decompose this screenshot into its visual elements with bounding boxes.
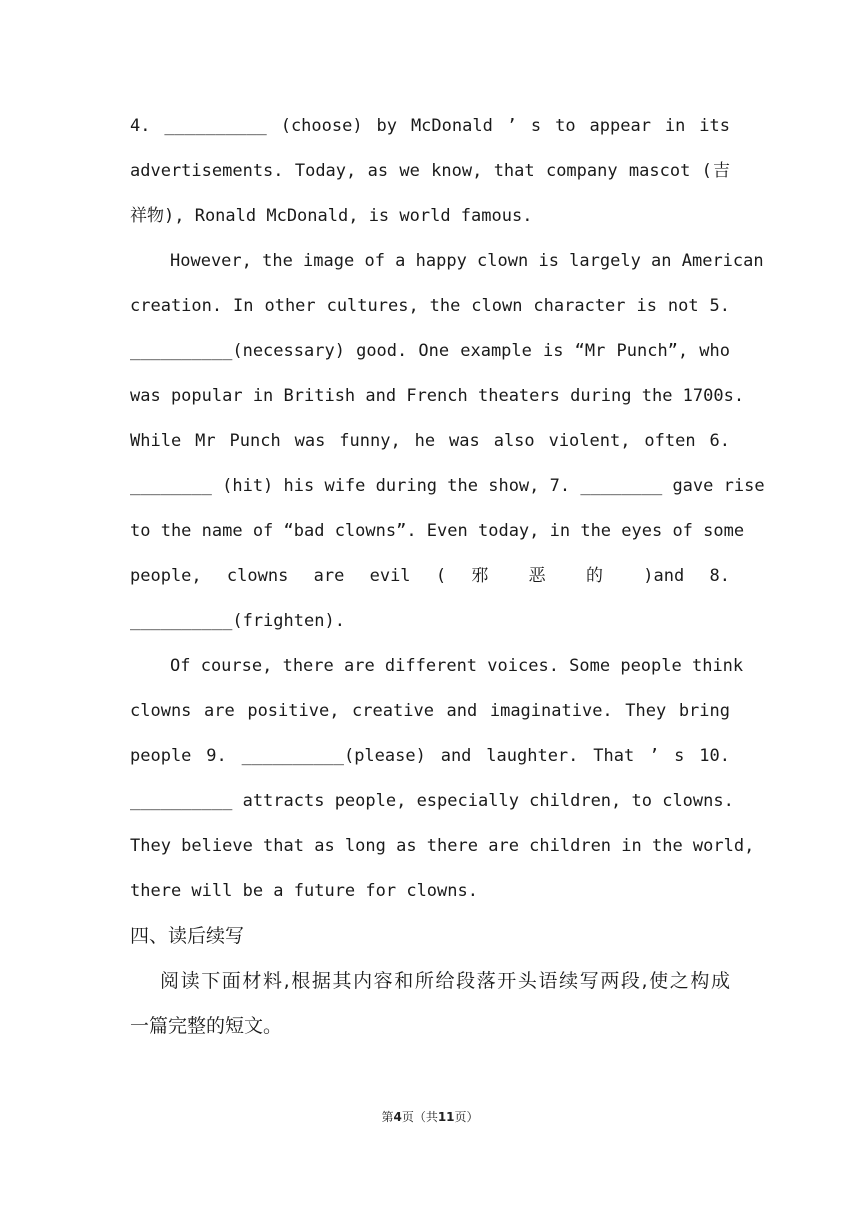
- passage-line: However, the image of a happy clown is largely an American: [170, 251, 764, 271]
- footer-current-page: 4: [393, 1110, 402, 1124]
- passage-line: clowns are positive, creative and imaginative. They bring: [130, 701, 730, 721]
- passage-line: __________(necessary) good. One example is “Mr Punch”, who: [130, 341, 730, 361]
- passage-line: people, clowns are evil ( 邪 恶 的 )and 8.: [130, 566, 730, 586]
- passage-line: Of course, there are different voices. Some people think: [170, 656, 744, 676]
- footer-total-pages: 11: [437, 1110, 455, 1124]
- passage-line: creation. In other cultures, the clown character is not 5.: [130, 296, 730, 316]
- passage-line: While Mr Punch was funny, he was also violent, often 6.: [130, 431, 730, 451]
- section-heading: 四、读后续写: [130, 925, 245, 947]
- passage-line: advertisements. Today, as we know, that company mascot (吉: [130, 161, 730, 181]
- passage-line: ________ (hit) his wife during the show, 7. ________ gave rise: [130, 476, 765, 496]
- passage-line: 祥物), Ronald McDonald, is world famous.: [130, 206, 533, 226]
- footer-middle: 页（共: [401, 1110, 438, 1124]
- passage-line: They believe that as long as there are children in the world,: [130, 836, 755, 856]
- instruction-line: 阅读下面材料,根据其内容和所给段落开头语续写两段,使之构成: [160, 970, 730, 992]
- passage-line: was popular in British and French theaters during the 1700s.: [130, 386, 745, 406]
- passage-line: people 9. __________(please) and laughter. That ’ s 10.: [130, 746, 730, 766]
- footer-suffix: 页）: [454, 1110, 479, 1124]
- instruction-line: 一篇完整的短文。: [130, 1015, 283, 1037]
- passage-line: there will be a future for clowns.: [130, 881, 478, 901]
- passage-line: 4. __________ (choose) by McDonald ’ s to appear in its: [130, 116, 730, 136]
- page-footer: [0, 1108, 860, 1125]
- passage-line: __________(frighten).: [130, 611, 345, 631]
- passage-line: __________ attracts people, especially children, to clowns.: [130, 791, 734, 811]
- footer-prefix: 第: [381, 1110, 394, 1124]
- passage-line: to the name of “bad clowns”. Even today, in the eyes of some: [130, 521, 745, 541]
- document-body: [130, 104, 765, 1049]
